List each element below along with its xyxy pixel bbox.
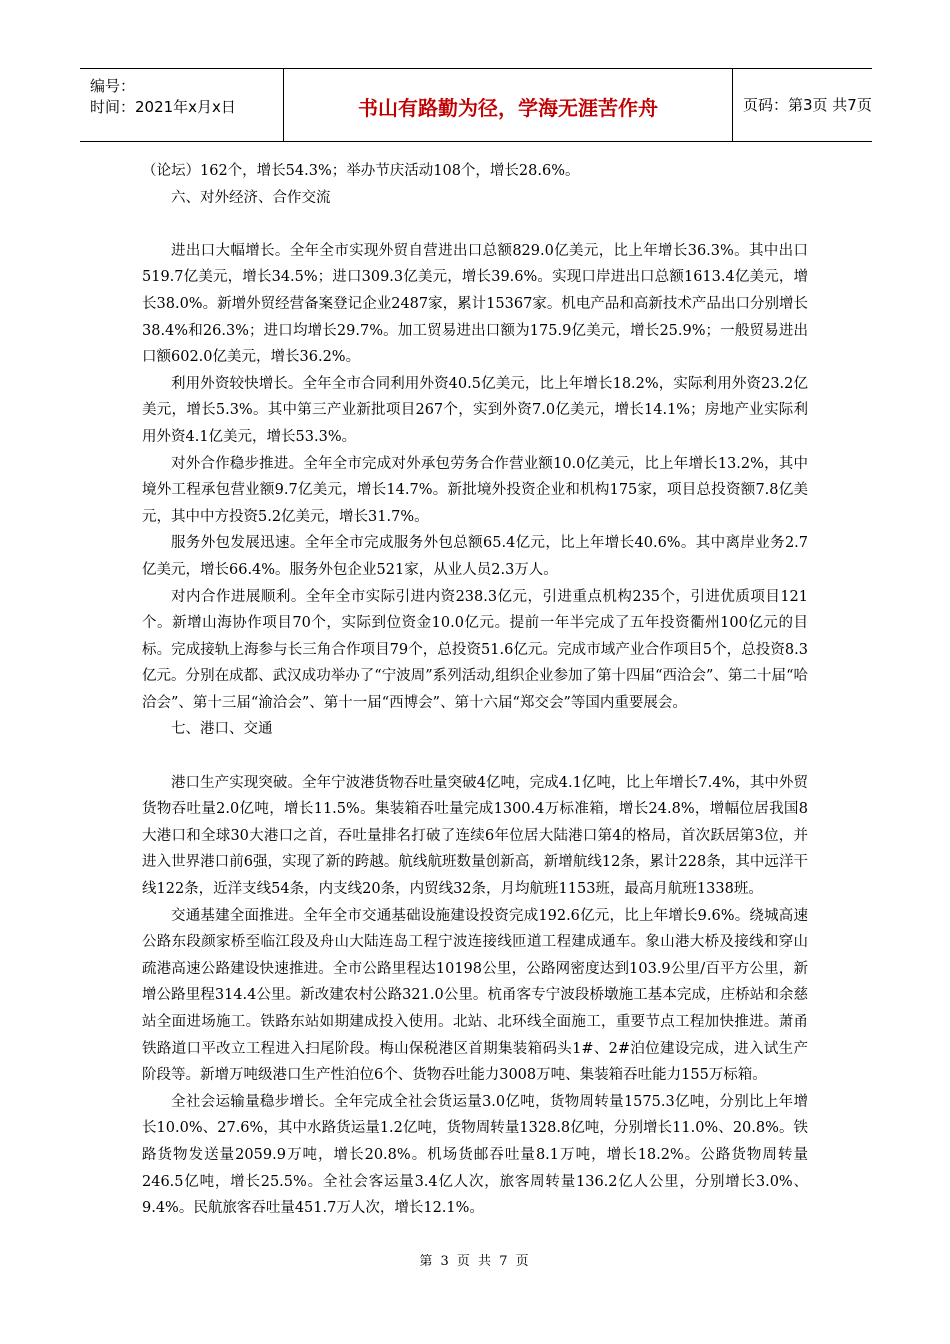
header-page-number: 页码：第3页 共7页: [743, 96, 872, 114]
document-number-label: 编号：: [90, 77, 136, 95]
body-paragraph: 对外合作稳步推进。全年全市完成对外承包劳务合作营业额10.0亿美元，比上年增长13.2%，其中境外工程承包营业额9.7亿美元，增长14.7%。新批境外投资企业和机构175家，项目总投资额7.8亿美元，其中中方投资5.2亿美元，增长31.7%。: [142, 455, 808, 525]
body-paragraph: （论坛）162个，增长54.3%；举办节庆活动108个，增长28.6%。: [142, 163, 580, 179]
body-paragraph: 交通基建全面推进。全年全市交通基础设施建设投资完成192.6亿元，比上年增长9.6%。绕城高速公路东段颜家桥至临江段及舟山大陆连岛工程宁波连接线匝道工程建成通车。象山港大桥及接线和穿山疏港高速公路建设快速推进。全市公路里程达10198公里，公路网密度达到103.9公里/百平方公里，新增公路里程314.4公里。新改建农村公路321.0公里。杭甬客专宁波段桥墩施工基本完成，庄桥站和余慈站全面进场施工。铁路东站如期建成投入使用。北站、北环线全面施工，重要节点工程加快推进。萧甬铁路道口平改立工程进入扫尾阶段。梅山保税港区首期集装箱码头1#、2#泊位建设完成，进入试生产阶段等。新增万吨级港口生产性泊位6个、货物吞吐能力3008万吨、集装箱吞吐能力155万标箱。: [142, 907, 808, 1084]
header-motto-cell: [284, 69, 733, 141]
body-paragraph: 六、对外经济、合作交流: [171, 189, 331, 206]
header-page-cell: [733, 69, 872, 141]
header-meta-cell: [80, 69, 284, 141]
blank-line: [142, 211, 808, 238]
body-paragraph: 全社会运输量稳步增长。全年完成全社会货运量3.0亿吨，货物周转量1575.3亿吨，分别比上年增长10.0%、27.6%，其中水路货运量1.2亿吨，货物周转量1328.8亿吨，分别增长11.0%、20.8%。铁路货物发送量2059.9万吨，增长20.8%。机场货邮吞吐量8.1万吨，增长18.2%。公路货物周转量246.5亿吨，增长25.5%。全社会客运量3.4亿人次，旅客周转量136.2亿人公里，分别增长3.0%、9.4%。民航旅客吞吐量451.7万人次，增长12.1%。: [142, 1093, 808, 1217]
body-paragraph: 七、港口、交通: [171, 721, 273, 738]
page-footer: 第 3 页 共 7 页: [419, 1254, 531, 1269]
document-date-label: 时间：2021年x月x日: [90, 98, 236, 116]
header-motto: 书山有路勤为径，学海无涯苦作舟: [358, 96, 658, 120]
page-header: [80, 68, 872, 142]
body-paragraph: 对内合作进展顺利。全年全市实际引进内资238.3亿元，引进重点机构235个，引进优质项目121个。新增山海协作项目70个，实际到位资金10.0亿元。提前一年半完成了五年投资衢州100亿元的目标。完成接轨上海参与长三角合作项目79个，总投资51.6亿元。完成市域产业合作项目5个，总投资8.3亿元。分别在成都、武汉成功举办了“宁波周”系列活动,组织企业参加了第十四届“西洽会”、第二十届“哈洽会”、第十三届“渝洽会”、第十一届“西博会”、第十六届“郑交会”等国内重要展会。: [142, 588, 808, 711]
body-paragraph: 港口生产实现突破。全年宁波港货物吞吐量突破4亿吨，完成4.1亿吨，比上年增长7.4%，其中外贸货物吞吐量2.0亿吨，增长11.5%。集装箱吞吐量完成1300.4万标准箱，增长24.8%，增幅位居我国8大港口和全球30大港口之首，吞吐量排名打破了连续6年位居大陆港口第4的格局，首次跃居第3位，并进入世界港口前6强，实现了新的跨越。航线航班数量创新高，新增航线12条，累计228条，其中远洋干线122条，近洋支线54条，内支线20条，内贸线32条，月均航班1153班，最高月航班1338班。: [142, 774, 808, 898]
body-paragraph: 服务外包发展迅速。全年全市完成服务外包总额65.4亿元，比上年增长40.6%。其中离岸业务2.7亿美元，增长66.4%。服务外包企业521家，从业人员2.3万人。: [142, 535, 808, 578]
body-paragraph: 进出口大幅增长。全年全市实现外贸自营进出口总额829.0亿美元，比上年增长36.3%。其中出口519.7亿美元，增长34.5%；进口309.3亿美元，增长39.6%。实现口岸进出口总额1613.4亿美元，增长38.0%。新增外贸经营备案登记企业2487家，累计15367家。机电产品和高新技术产品出口分别增长38.4%和26.3%；进口均增长29.7%。加工贸易进出口额为175.9亿美元，增长25.9%；一般贸易进出口额602.0亿美元，增长36.2%。: [142, 242, 808, 366]
blank-line: [142, 743, 808, 770]
document-body: [142, 158, 808, 1222]
body-paragraph: 利用外资较快增长。全年全市合同利用外资40.5亿美元，比上年增长18.2%，实际利用外资23.2亿美元，增长5.3%。其中第三产业新批项目267个，实到外资7.0亿美元，增长14.1%；房地产业实际利用外资4.1亿美元，增长53.3%。: [142, 375, 808, 445]
